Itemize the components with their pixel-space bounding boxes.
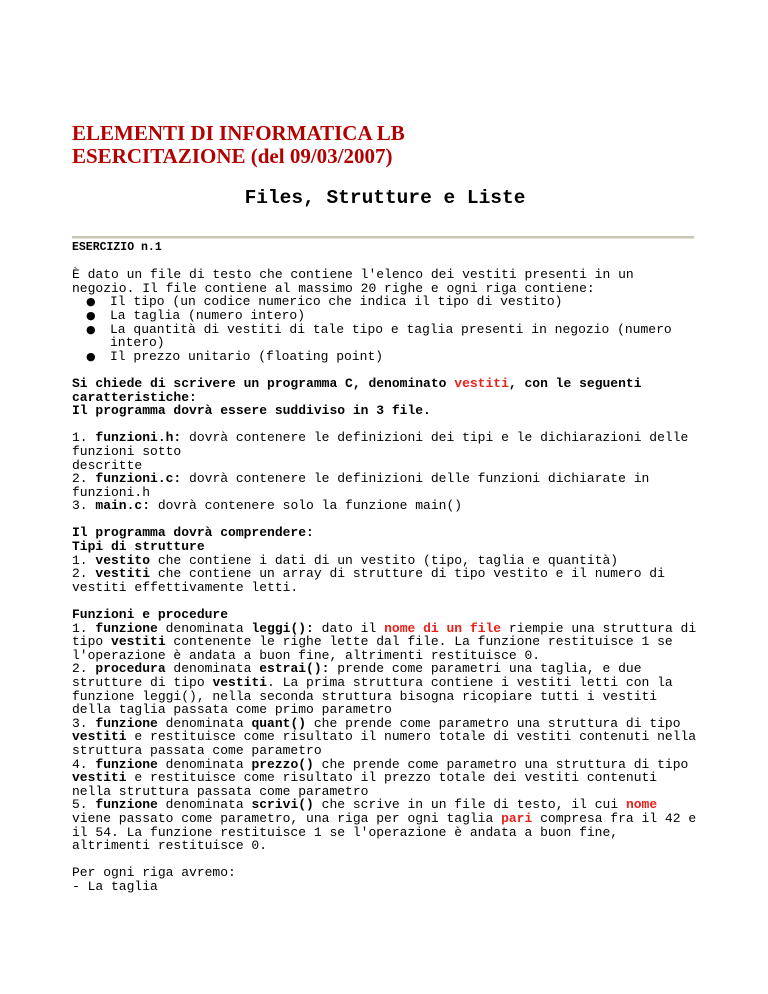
function-name: prezzo() bbox=[251, 756, 314, 772]
function-name: estrai(): bbox=[259, 661, 330, 677]
list-item: ● La quantità di vestiti di tale tipo e taglia presenti in negozio (numero intero) bbox=[86, 321, 672, 351]
program-request: Si chiede di scrivere un programma C, denominato vestiti, con le seguenti caratteristiche: Il programma dovrà essere suddiviso in 3 file. bbox=[72, 375, 642, 419]
functions-section: Funzioni e procedure 1. funzione denominata leggi(): dato il nome di un file riempie una struttura di tipo vestiti contenente le righe lette dal file. La funzione restituisce 1 se l'operazione è andata a buon fine, altrimenti restituisce 0. 2. procedura denominata estrai(): prende come parametri una taglia, e due strutture di tipo vestiti. La prima struttura contiene i vestiti letti con la funzione leggi(), nella seconda struttura bisogna ricopiare tutti i vestiti della taglia passata come primo parametro 3. funzione denominata quant() che prende come parametro una struttura di tipo vestiti e restituisce come risultato il numero totale di vestiti contenuti nella struttura passata come parametro 4. funzione denominata prezzo() che prende come parametro una struttura di tipo vestiti e restituisce come risultato il prezzo totale dei vestiti contenuti nella struttura passata come parametro 5. funzione denominata scrivi() che scrive in un file di testo, il cui nome viene passato come parametro, una riga per ogni taglia pari compresa fra il 42 e il 54. La funzione restituisce 1 se l'operazione è andata a buon fine, altrimenti restituisce 0. bbox=[72, 607, 697, 854]
bullet-icon: ● bbox=[86, 295, 96, 309]
exercise-body bbox=[72, 240, 698, 907]
bullet-icon: ● bbox=[86, 349, 96, 363]
structures-subheading: Tipi di strutture bbox=[72, 539, 205, 555]
exercise-date-title: ESERCITAZIONE (del 09/03/2007) bbox=[72, 144, 393, 168]
file-name: funzioni.h: bbox=[95, 430, 182, 446]
row-description: Per ogni riga avremo: - La taglia bbox=[72, 865, 236, 894]
bullet-icon: ● bbox=[86, 322, 96, 336]
course-title: ELEMENTI DI INFORMATICA LB bbox=[72, 121, 405, 145]
file-name: funzioni.c: bbox=[95, 471, 182, 487]
structures-heading: Il programma dovrà comprendere: bbox=[72, 525, 314, 541]
page-title bbox=[72, 122, 405, 168]
program-name: vestiti bbox=[454, 375, 509, 391]
function-name: scrivi() bbox=[251, 797, 314, 813]
highlight-text: pari bbox=[501, 810, 533, 826]
struct-name: vestito bbox=[95, 552, 151, 568]
structures-section: Il programma dovrà comprendere: Tipi di strutture 1. vestito che contiene i dati di un vestito (tipo, taglia e quantità) 2. vestiti che contiene un array di strutture di tipo vestito e il numero di vestiti effettivamente letti. bbox=[72, 525, 665, 595]
list-item: ● Il tipo (un codice numerico che indica il tipo di vestito) bbox=[86, 294, 563, 310]
list-item: ● La taglia (numero intero) bbox=[86, 307, 306, 323]
file-content-list bbox=[72, 295, 698, 363]
exercise-label: ESERCIZIO n.1 bbox=[72, 241, 162, 254]
horizontal-divider bbox=[72, 236, 694, 239]
page-subtitle: Files, Strutture e Liste bbox=[244, 187, 526, 209]
bullet-icon: ● bbox=[86, 308, 96, 322]
file-list: 1. funzioni.h: dovrà contenere le definizioni dei tipi e le dichiarazioni delle funzioni sotto descritte 2. funzioni.c: dovrà contenere le definizioni delle funzioni dichiarate in funzioni.h 3. main.c: dovrà contenere solo la funzione main() bbox=[72, 430, 689, 514]
highlight-text: nome bbox=[625, 797, 658, 813]
function-name: quant() bbox=[251, 715, 307, 731]
function-name: leggi(): bbox=[251, 620, 314, 636]
file-name: main.c: bbox=[95, 498, 151, 514]
exercise-intro: È dato un file di testo che contiene l'elenco dei vestiti presenti in un negozio. Il file contiene al massimo 20 righe e ogni riga contiene: bbox=[72, 267, 634, 296]
highlight-text: nome di un file bbox=[384, 620, 502, 636]
list-item: ● Il prezzo unitario (floating point) bbox=[86, 348, 384, 364]
functions-heading: Funzioni e procedure bbox=[72, 607, 229, 623]
struct-name: vestiti bbox=[95, 566, 151, 582]
